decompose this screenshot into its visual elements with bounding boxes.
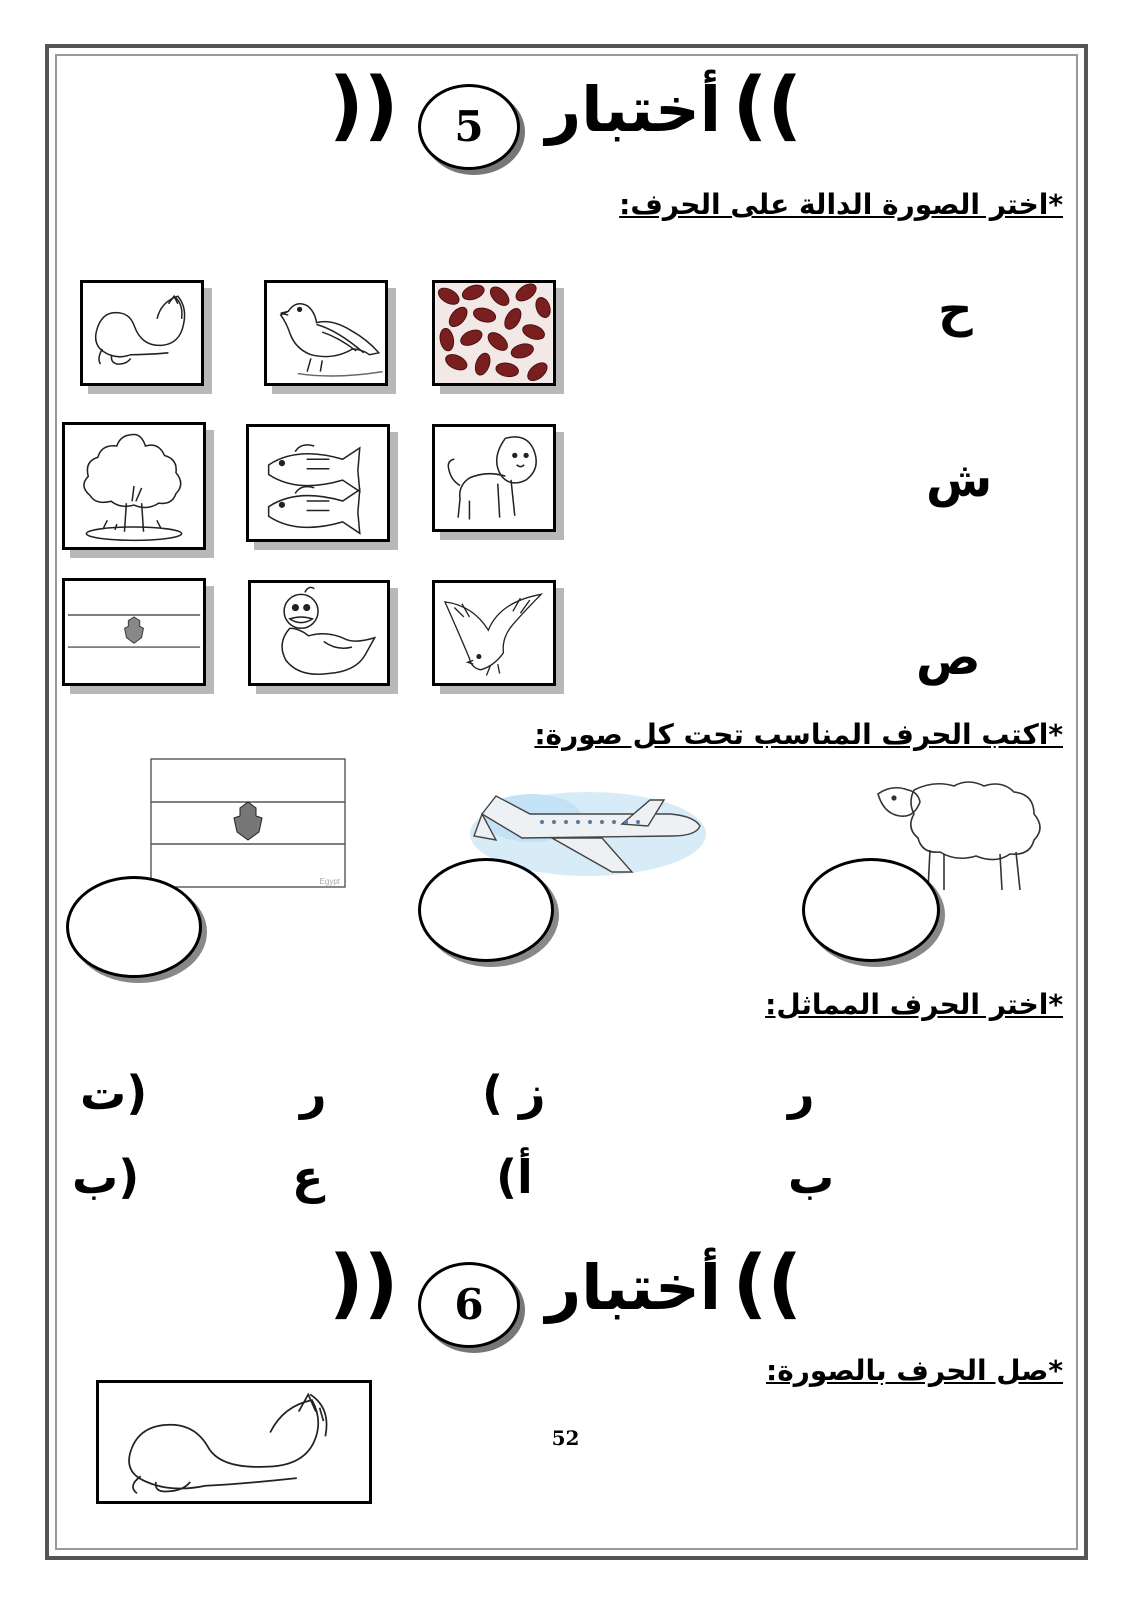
instruction-choose-matching-letter: *اختر الحرف المماثل:: [765, 988, 1063, 1021]
picture-pigeon[interactable]: [264, 280, 388, 386]
match-option-open-1[interactable]: ( ز: [482, 1066, 546, 1120]
picture-lion[interactable]: [432, 424, 556, 532]
match-option-middle-2[interactable]: ع: [292, 1150, 324, 1204]
picture-fox[interactable]: [80, 280, 204, 386]
answer-oval-flag[interactable]: [66, 876, 202, 978]
picture-tree[interactable]: [62, 422, 206, 550]
letter-saad: ص: [916, 630, 981, 686]
picture-duck[interactable]: [248, 580, 390, 686]
answer-oval-airplane[interactable]: [418, 858, 554, 962]
answer-oval-sheep[interactable]: [802, 858, 940, 962]
page-number: 52: [551, 1426, 580, 1450]
instruction-connect-letter: *صل الحرف بالصورة:: [766, 1354, 1063, 1387]
heading-paren-right: ((: [732, 1238, 803, 1327]
test-title-word: أختبار: [545, 73, 722, 146]
instruction-choose-picture: *اختر الصورة الدالة على الحرف:: [619, 188, 1063, 221]
heading-paren-left: )): [328, 60, 399, 149]
match-target-1: ر: [788, 1066, 815, 1120]
match-option-open-2[interactable]: (أ: [496, 1150, 533, 1204]
picture-dates[interactable]: [432, 280, 556, 386]
heading-paren-right: ((: [732, 60, 803, 149]
letter-haa: ح: [938, 282, 973, 338]
test-number-circle: 6: [418, 1262, 520, 1348]
picture-egypt-flag-large[interactable]: [150, 758, 346, 888]
test-number-circle: 5: [418, 84, 520, 170]
heading-paren-left: )): [328, 1238, 399, 1327]
test-title-word: أختبار: [545, 1251, 722, 1324]
match-option-close-2[interactable]: ب): [72, 1150, 140, 1204]
match-option-close-1[interactable]: ت): [80, 1066, 148, 1120]
picture-fish[interactable]: [246, 424, 390, 542]
match-option-middle-1[interactable]: ر: [300, 1066, 327, 1120]
picture-egypt-flag-small[interactable]: [62, 578, 206, 686]
test-5-heading: [0, 60, 1131, 170]
match-target-2: ب: [788, 1150, 835, 1204]
instruction-write-letter: *اكتب الحرف المناسب تحت كل صورة:: [534, 718, 1063, 751]
flag-caption: Egypt: [319, 877, 340, 886]
test-6-heading: [0, 1238, 1131, 1348]
letter-sheen: ش: [926, 452, 993, 508]
picture-eagle[interactable]: [432, 580, 556, 686]
